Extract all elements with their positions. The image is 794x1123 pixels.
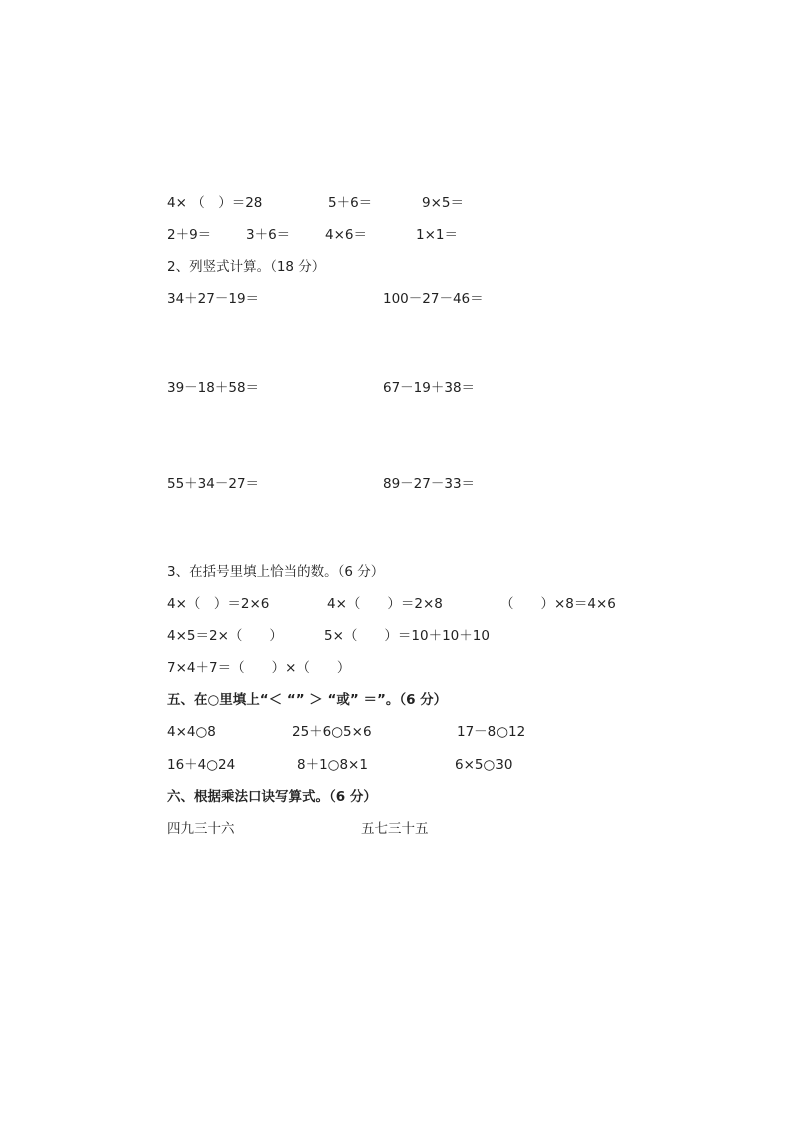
problem: 2＋9＝ (167, 227, 212, 243)
vertical-problem: 100－27－46＝ (383, 291, 484, 307)
vertical-problem: 39－18＋58＝ (167, 380, 260, 396)
problem: 4× （ ）＝28 (167, 195, 263, 211)
rhyme: 五七三十五 (361, 821, 429, 837)
fill-problem: 7×4＋7＝（ ）×（ ） (167, 660, 351, 676)
section-title: 3、在括号里填上恰当的数。（6 分） (167, 564, 385, 580)
problem: 9×5＝ (422, 195, 464, 211)
vertical-problem: 67－19＋38＝ (383, 380, 476, 396)
fill-problem: 5×（ ）＝10＋10＋10 (324, 628, 490, 644)
vertical-problem: 34＋27－19＝ (167, 291, 260, 307)
fill-problem: 4×（ ）＝2×6 (167, 596, 270, 612)
compare-problem: 8＋1○8×1 (297, 757, 368, 773)
problem: 3＋6＝ (246, 227, 291, 243)
compare-problem: 6×5○30 (455, 757, 513, 773)
compare-problem: 17－8○12 (457, 724, 526, 740)
section-title: 2、列竖式计算。（18 分） (167, 259, 326, 275)
section-title: 六、根据乘法口诀写算式。（6 分） (167, 789, 377, 805)
section-title: 五、在○里填上“＜ “” ＞ “或” ＝”。（6 分） (167, 692, 448, 708)
problem: 1×1＝ (416, 227, 458, 243)
fill-problem: （ ）×8＝4×6 (500, 596, 616, 612)
vertical-problem: 89－27－33＝ (383, 476, 476, 492)
compare-problem: 25＋6○5×6 (292, 724, 372, 740)
problem: 4×6＝ (325, 227, 367, 243)
compare-problem: 4×4○8 (167, 724, 216, 740)
problem: 5＋6＝ (328, 195, 373, 211)
fill-problem: 4×5＝2×（ ） (167, 628, 283, 644)
vertical-problem: 55＋34－27＝ (167, 476, 260, 492)
fill-problem: 4×（ ）＝2×8 (327, 596, 443, 612)
compare-problem: 16＋4○24 (167, 757, 236, 773)
rhyme: 四九三十六 (167, 821, 235, 837)
